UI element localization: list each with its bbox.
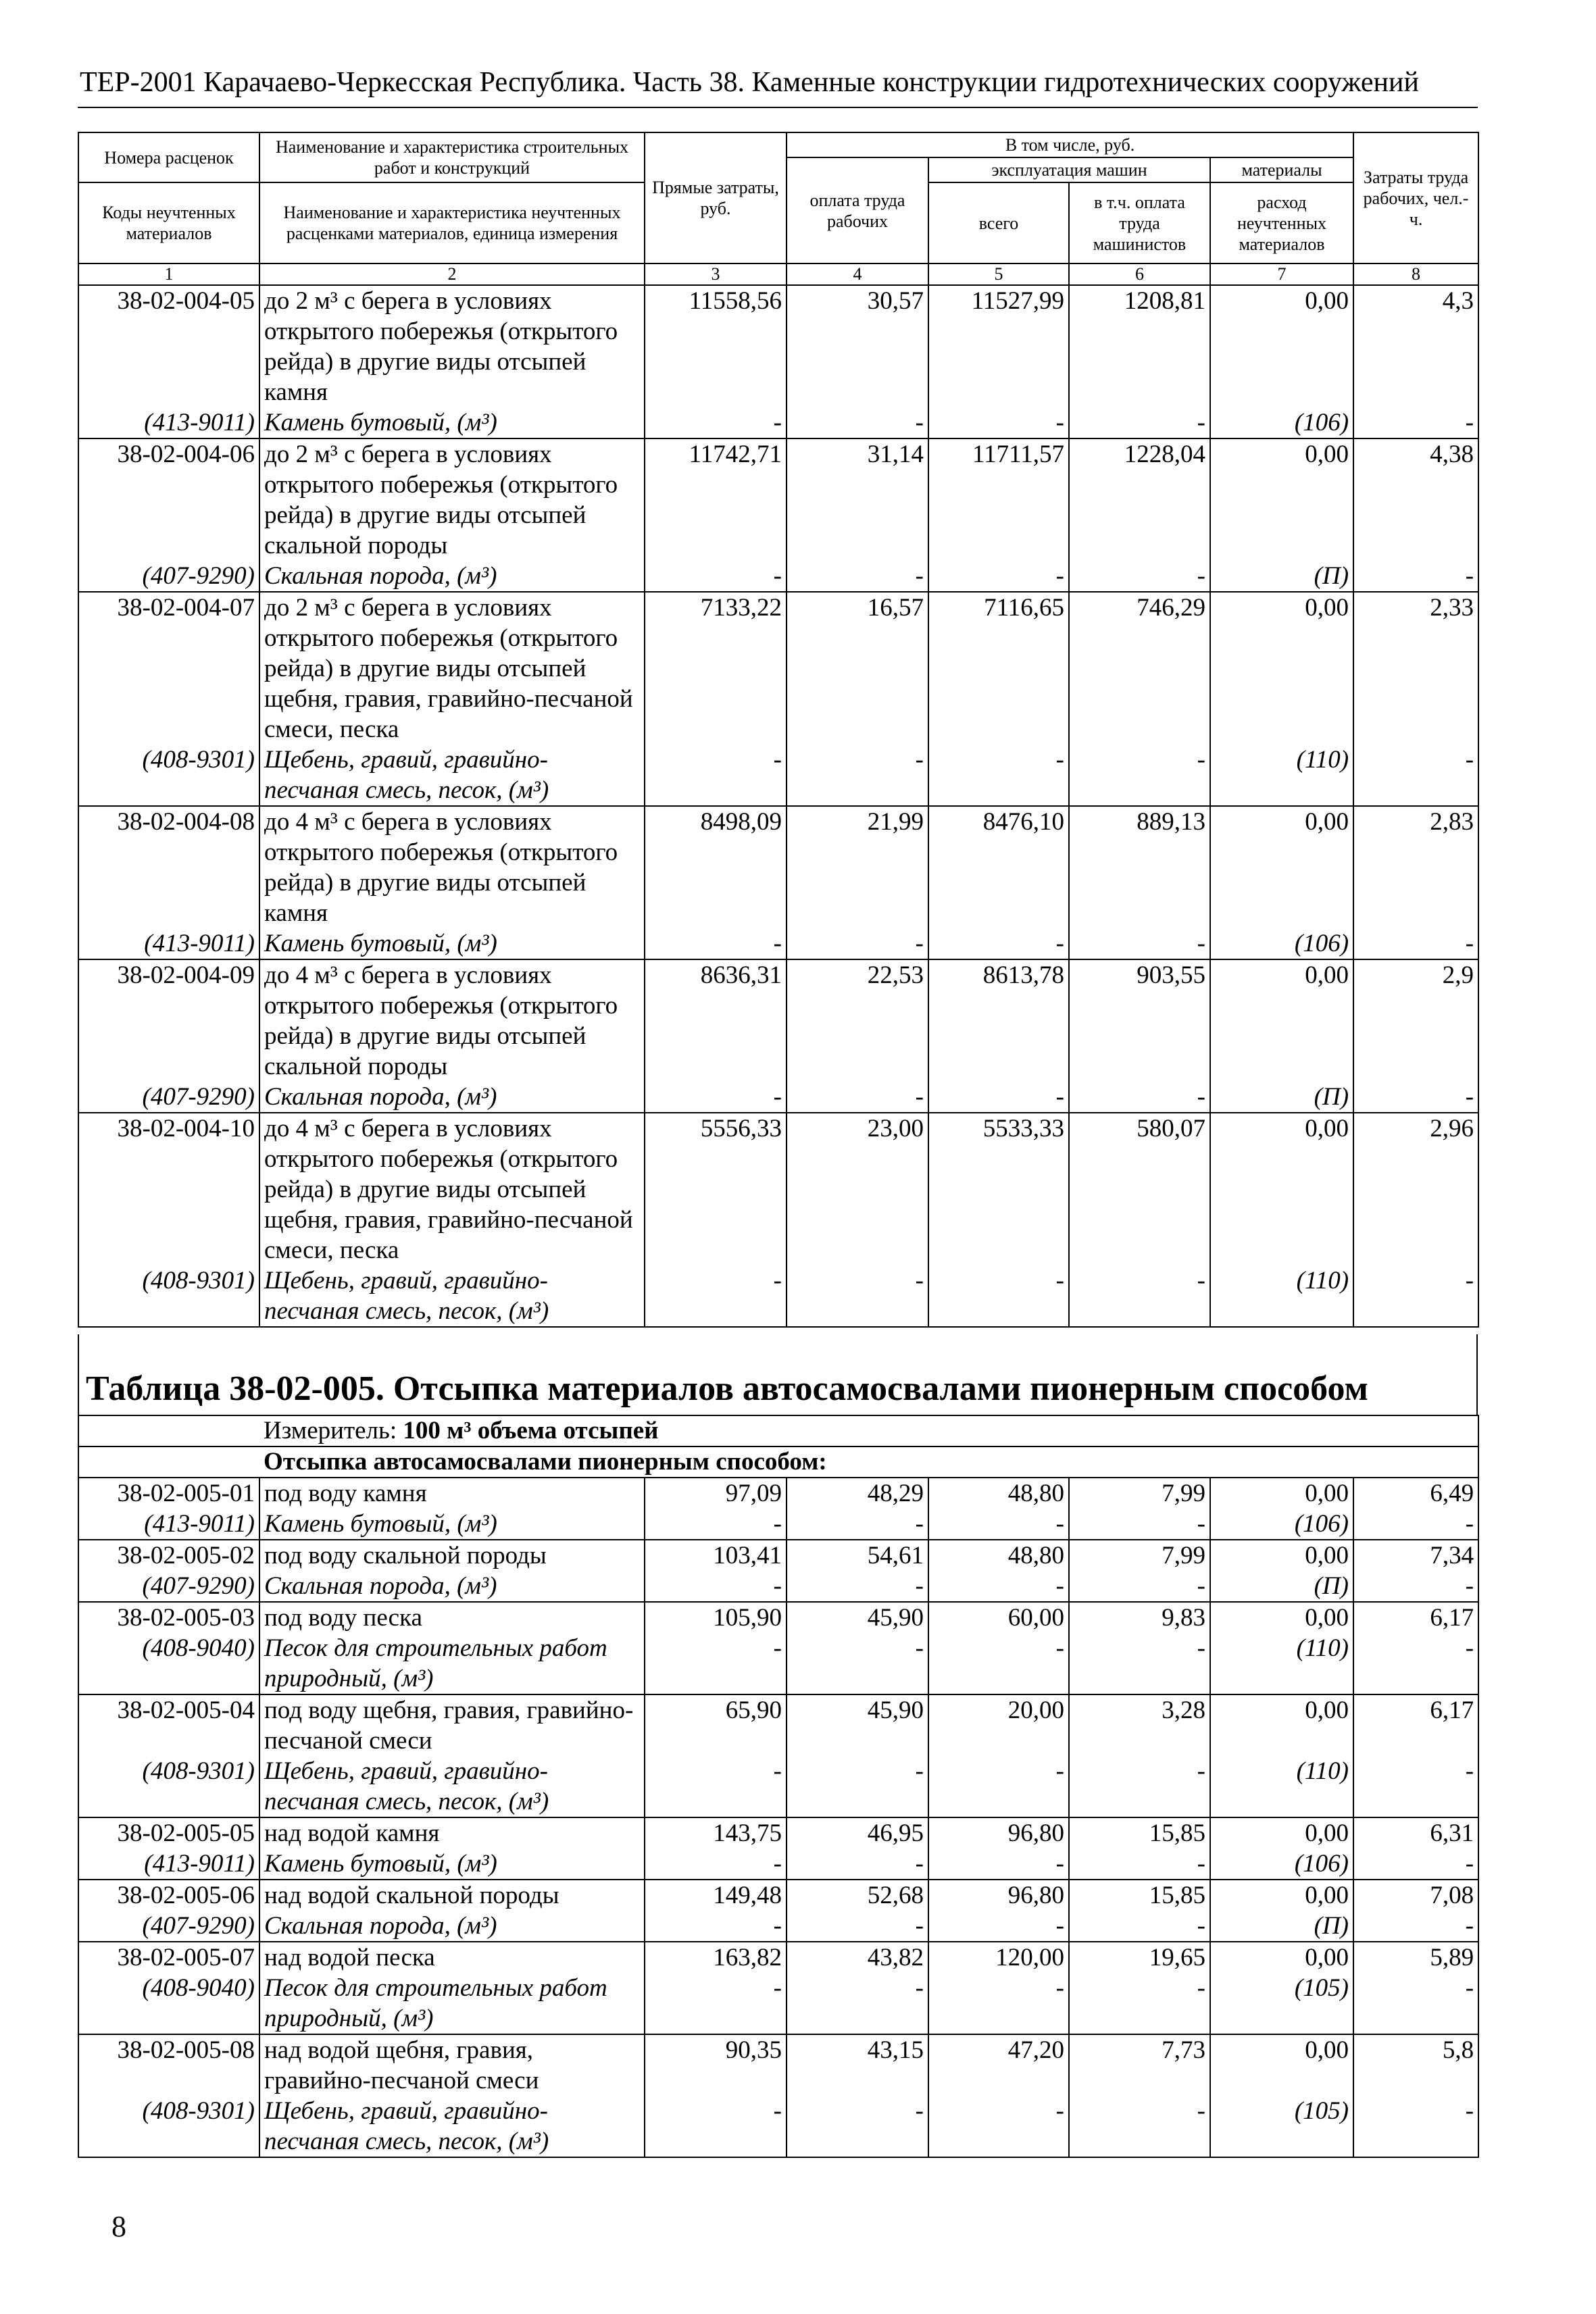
- dash: -: [787, 2096, 928, 2157]
- materials-cost: 0,00: [1210, 806, 1353, 928]
- rate-row: [78, 959, 1478, 1082]
- labor-pay: 30,57: [787, 285, 928, 407]
- dash: -: [787, 1973, 928, 2034]
- dash: -: [645, 1571, 787, 1602]
- rate-code: 38-02-005-04: [78, 1694, 259, 1756]
- dash: -: [645, 561, 787, 592]
- dash: -: [928, 2096, 1069, 2157]
- dash: -: [1353, 1265, 1478, 1327]
- col-num: 3: [645, 263, 787, 285]
- rate-description: под воду скальной породы: [259, 1540, 645, 1571]
- dash: -: [928, 1756, 1069, 1817]
- material-row: [78, 928, 1478, 959]
- rate-code: 38-02-005-08: [78, 2034, 259, 2096]
- machines-total: 5533,33: [928, 1113, 1069, 1265]
- material-quantity: (П): [1210, 1571, 1353, 1602]
- machines-total: 60,00: [928, 1602, 1069, 1633]
- labor-hours: 2,96: [1353, 1113, 1478, 1265]
- rate-description: до 2 м³ с берега в условиях открытого побережья (открытого рейда) в другие виды отсыпей камня: [259, 285, 645, 407]
- materials-cost: 0,00: [1210, 1694, 1353, 1756]
- dash: -: [928, 1973, 1069, 2034]
- rate-description: под воду щебня, гравия, гравийно-песчаной смеси: [259, 1694, 645, 1756]
- dash: -: [787, 1633, 928, 1694]
- dash: -: [928, 407, 1069, 438]
- table-section-title: [78, 1363, 1478, 1415]
- materials-cost: 0,00: [1210, 1113, 1353, 1265]
- dash: -: [645, 1756, 787, 1817]
- col-num: 8: [1353, 263, 1478, 285]
- col-labor-pay-header: оплата труда рабочих: [787, 157, 928, 263]
- col-machines-header: эксплуатация машин: [928, 157, 1210, 182]
- dash: -: [928, 1911, 1069, 1942]
- col-num: 4: [787, 263, 928, 285]
- material-code: (407-9290): [78, 1082, 259, 1113]
- direct-cost: 5556,33: [645, 1113, 787, 1265]
- dash: -: [787, 1509, 928, 1540]
- rate-code: 38-02-004-06: [78, 438, 259, 561]
- material-row: [78, 745, 1478, 806]
- rate-code: 38-02-004-07: [78, 592, 259, 745]
- material-quantity: (П): [1210, 1082, 1353, 1113]
- dash: -: [928, 1082, 1069, 1113]
- material-quantity: (110): [1210, 1633, 1353, 1694]
- dash: -: [787, 928, 928, 959]
- machines-total: 48,80: [928, 1478, 1069, 1509]
- rate-row: [78, 1694, 1478, 1756]
- material-quantity: (105): [1210, 2096, 1353, 2157]
- rate-code: 38-02-004-09: [78, 959, 259, 1082]
- direct-cost: 8498,09: [645, 806, 787, 928]
- machines-total: 47,20: [928, 2034, 1069, 2096]
- material-code: (413-9011): [78, 407, 259, 438]
- materials-cost: 0,00: [1210, 1880, 1353, 1911]
- labor-pay: 31,14: [787, 438, 928, 561]
- labor-pay: 21,99: [787, 806, 928, 928]
- labor-pay: 46,95: [787, 1817, 928, 1848]
- machinists-pay: 7,99: [1069, 1478, 1210, 1509]
- direct-cost: 11558,56: [645, 285, 787, 407]
- labor-pay: 43,15: [787, 2034, 928, 2096]
- machines-total: 8613,78: [928, 959, 1069, 1082]
- direct-cost: 65,90: [645, 1694, 787, 1756]
- dash: -: [1353, 1571, 1478, 1602]
- dash: -: [928, 1265, 1069, 1327]
- dash: -: [1069, 1911, 1210, 1942]
- materials-cost: 0,00: [1210, 2034, 1353, 2096]
- machinists-pay: 1228,04: [1069, 438, 1210, 561]
- labor-pay: 48,29: [787, 1478, 928, 1509]
- rate-code: 38-02-005-05: [78, 1817, 259, 1848]
- dash: -: [645, 1911, 787, 1942]
- dash: -: [1069, 1265, 1210, 1327]
- material-row: [78, 1082, 1478, 1113]
- material-row: [78, 2096, 1478, 2157]
- rate-row: [78, 285, 1478, 407]
- direct-cost: 105,90: [645, 1602, 787, 1633]
- dash: -: [645, 1973, 787, 2034]
- material-code: (408-9040): [78, 1633, 259, 1694]
- direct-cost: 97,09: [645, 1478, 787, 1509]
- direct-cost: 163,82: [645, 1942, 787, 1973]
- dash: -: [1069, 407, 1210, 438]
- rate-row: [78, 1817, 1478, 1848]
- dash: -: [645, 2096, 787, 2157]
- header-rule: [78, 107, 1478, 108]
- machines-total: 120,00: [928, 1942, 1069, 1973]
- rates-table-38-02-005: [78, 1415, 1479, 2158]
- dash: -: [1069, 745, 1210, 806]
- machines-total: 48,80: [928, 1540, 1069, 1571]
- dash: -: [1069, 1848, 1210, 1880]
- material-row: [78, 407, 1478, 438]
- material-quantity: (110): [1210, 1756, 1353, 1817]
- material-quantity: (110): [1210, 1265, 1353, 1327]
- machines-total: 11711,57: [928, 438, 1069, 561]
- materials-cost: 0,00: [1210, 959, 1353, 1082]
- material-code: (407-9290): [78, 1911, 259, 1942]
- dash: -: [1069, 2096, 1210, 2157]
- labor-pay: 45,90: [787, 1694, 928, 1756]
- dash: -: [787, 1265, 928, 1327]
- dash: -: [1353, 1973, 1478, 2034]
- material-code: (413-9011): [78, 928, 259, 959]
- dash: -: [1069, 1571, 1210, 1602]
- rate-code: 38-02-005-03: [78, 1602, 259, 1633]
- materials-cost: 0,00: [1210, 285, 1353, 407]
- rate-description: под воду песка: [259, 1602, 645, 1633]
- material-name: Скальная порода, (м³): [259, 1571, 645, 1602]
- material-name: Щебень, гравий, гравийно-песчаная смесь, песок, (м³): [259, 1265, 645, 1327]
- material-quantity: (106): [1210, 1848, 1353, 1880]
- machines-total: 8476,10: [928, 806, 1069, 928]
- labor-hours: 7,08: [1353, 1880, 1478, 1911]
- material-row: [78, 1848, 1478, 1880]
- col-mach-total-header: всего: [928, 182, 1069, 263]
- rate-description: над водой скальной породы: [259, 1880, 645, 1911]
- material-row: [78, 1973, 1478, 2034]
- col-num: 6: [1069, 263, 1210, 285]
- dash: -: [928, 745, 1069, 806]
- material-code: (408-9301): [78, 1756, 259, 1817]
- dash: -: [928, 1633, 1069, 1694]
- col-labor-cost-header: Затраты труда рабочих, чел.-ч.: [1353, 132, 1478, 263]
- material-quantity: (П): [1210, 561, 1353, 592]
- material-name: Песок для строительных работ природный, (м³): [259, 1633, 645, 1694]
- rate-code: 38-02-004-10: [78, 1113, 259, 1265]
- direct-cost: 90,35: [645, 2034, 787, 2096]
- direct-cost: 11742,71: [645, 438, 787, 561]
- dash: -: [928, 1571, 1069, 1602]
- dash: -: [928, 928, 1069, 959]
- material-quantity: (106): [1210, 1509, 1353, 1540]
- page-number: 8: [111, 2210, 126, 2243]
- dash: -: [1353, 1082, 1478, 1113]
- rates-table-38-02-004: [78, 132, 1479, 1328]
- machines-total: 96,80: [928, 1817, 1069, 1848]
- dash: -: [1353, 407, 1478, 438]
- dash: -: [645, 1633, 787, 1694]
- rate-description: над водой камня: [259, 1817, 645, 1848]
- material-name: Щебень, гравий, гравийно-песчаная смесь, песок, (м³): [259, 1756, 645, 1817]
- page-header: ТЕР-2001 Карачаево-Черкесская Республика. Часть 38. Каменные конструкции гидротехнических сооружений: [80, 67, 1419, 98]
- col-name-top-header: Наименование и характеристика строительных работ и конструкций: [259, 132, 645, 182]
- measure-label: Измеритель:: [264, 1417, 403, 1444]
- dash: -: [1069, 928, 1210, 959]
- materials-cost: 0,00: [1210, 438, 1353, 561]
- material-row: [78, 1633, 1478, 1694]
- material-code: (407-9290): [78, 1571, 259, 1602]
- material-quantity: (110): [1210, 745, 1353, 806]
- dash: -: [1069, 1756, 1210, 1817]
- material-row: [78, 1509, 1478, 1540]
- rate-row: [78, 1942, 1478, 1973]
- labor-pay: 43,82: [787, 1942, 928, 1973]
- col-mach-pay-header: в т.ч. оплата труда машинистов: [1069, 182, 1210, 263]
- machinists-pay: 1208,81: [1069, 285, 1210, 407]
- rate-row: [78, 1478, 1478, 1509]
- dash: -: [1353, 561, 1478, 592]
- labor-hours: 2,83: [1353, 806, 1478, 928]
- rate-code: 38-02-005-01: [78, 1478, 259, 1509]
- rate-row: [78, 1540, 1478, 1571]
- rate-row: [78, 1880, 1478, 1911]
- materials-cost: 0,00: [1210, 1540, 1353, 1571]
- machinists-pay: 889,13: [1069, 806, 1210, 928]
- labor-pay: 22,53: [787, 959, 928, 1082]
- material-code: (408-9301): [78, 2096, 259, 2157]
- labor-pay: 16,57: [787, 592, 928, 745]
- col-name-bottom-header: Наименование и характеристика неучтенных расценками материалов, единица измерения: [259, 182, 645, 263]
- dash: -: [1353, 1911, 1478, 1942]
- labor-pay: 54,61: [787, 1540, 928, 1571]
- rate-code: 38-02-004-08: [78, 806, 259, 928]
- dash: -: [1353, 2096, 1478, 2157]
- material-code: (413-9011): [78, 1509, 259, 1540]
- material-name: Щебень, гравий, гравийно-песчаная смесь, песок, (м³): [259, 2096, 645, 2157]
- dash: -: [1353, 928, 1478, 959]
- dash: -: [645, 1509, 787, 1540]
- rate-description: над водой щебня, гравия, гравийно-песчаной смеси: [259, 2034, 645, 2096]
- material-quantity: (106): [1210, 928, 1353, 959]
- rate-code: 38-02-005-07: [78, 1942, 259, 1973]
- rate-description: до 4 м³ с берега в условиях открытого побережья (открытого рейда) в другие виды отсыпей щебня, гравия, гравийно-песчаной смеси, песка: [259, 1113, 645, 1265]
- labor-hours: 4,38: [1353, 438, 1478, 561]
- dash: -: [1069, 1633, 1210, 1694]
- direct-cost: 143,75: [645, 1817, 787, 1848]
- direct-cost: 103,41: [645, 1540, 787, 1571]
- machinists-pay: 19,65: [1069, 1942, 1210, 1973]
- material-row: [78, 1571, 1478, 1602]
- machines-total: 20,00: [928, 1694, 1069, 1756]
- machines-total: 11527,99: [928, 285, 1069, 407]
- rate-row: [78, 1113, 1478, 1265]
- rate-row: [78, 438, 1478, 561]
- dash: -: [928, 1509, 1069, 1540]
- material-row: [78, 1911, 1478, 1942]
- col-materials-use-header: расход неучтенных материалов: [1210, 182, 1353, 263]
- col-incl-header: В том числе, руб.: [787, 132, 1353, 157]
- dash: -: [1353, 1848, 1478, 1880]
- rate-row: [78, 592, 1478, 745]
- rate-row: [78, 1602, 1478, 1633]
- direct-cost: 8636,31: [645, 959, 787, 1082]
- materials-cost: 0,00: [1210, 1478, 1353, 1509]
- dash: -: [1069, 1082, 1210, 1113]
- machinists-pay: 903,55: [1069, 959, 1210, 1082]
- material-quantity: (П): [1210, 1911, 1353, 1942]
- machinists-pay: 3,28: [1069, 1694, 1210, 1756]
- material-name: Камень бутовый, (м³): [259, 1848, 645, 1880]
- machines-total: 96,80: [928, 1880, 1069, 1911]
- material-quantity: (105): [1210, 1973, 1353, 2034]
- labor-hours: 5,8: [1353, 2034, 1478, 2096]
- rate-row: [78, 806, 1478, 928]
- dash: -: [645, 928, 787, 959]
- direct-cost: 7133,22: [645, 592, 787, 745]
- materials-cost: 0,00: [1210, 592, 1353, 745]
- material-code: (408-9040): [78, 1973, 259, 2034]
- dash: -: [1353, 1633, 1478, 1694]
- dash: -: [787, 407, 928, 438]
- rate-description: до 2 м³ с берега в условиях открытого побережья (открытого рейда) в другие виды отсыпей скальной породы: [259, 438, 645, 561]
- materials-cost: 0,00: [1210, 1942, 1353, 1973]
- dash: -: [645, 1848, 787, 1880]
- labor-hours: 7,34: [1353, 1540, 1478, 1571]
- dash: -: [787, 561, 928, 592]
- material-name: Камень бутовый, (м³): [259, 928, 645, 959]
- rate-row: [78, 2034, 1478, 2096]
- machines-total: 7116,65: [928, 592, 1069, 745]
- material-name: Камень бутовый, (м³): [259, 407, 645, 438]
- machinists-pay: 15,85: [1069, 1880, 1210, 1911]
- material-row: [78, 1265, 1478, 1327]
- materials-cost: 0,00: [1210, 1817, 1353, 1848]
- labor-hours: 6,17: [1353, 1694, 1478, 1756]
- dash: -: [1353, 1509, 1478, 1540]
- material-row: [78, 1756, 1478, 1817]
- machinists-pay: 7,73: [1069, 2034, 1210, 2096]
- dash: -: [1353, 745, 1478, 806]
- dash: -: [787, 1911, 928, 1942]
- rate-description: до 2 м³ с берега в условиях открытого побережья (открытого рейда) в другие виды отсыпей щебня, гравия, гравийно-песчаной смеси, песка: [259, 592, 645, 745]
- section-subtitle: Отсыпка автосамосвалами пионерным способом:: [259, 1447, 1478, 1478]
- labor-pay: 23,00: [787, 1113, 928, 1265]
- material-row: [78, 561, 1478, 592]
- dash: -: [1069, 1973, 1210, 2034]
- labor-hours: 5,89: [1353, 1942, 1478, 1973]
- col-codes-bottom-header: Коды неучтенных материалов: [78, 182, 259, 263]
- dash: -: [645, 745, 787, 806]
- labor-hours: 6,49: [1353, 1478, 1478, 1509]
- labor-hours: 4,3: [1353, 285, 1478, 407]
- labor-hours: 2,9: [1353, 959, 1478, 1082]
- material-code: (408-9301): [78, 1265, 259, 1327]
- col-codes-top-header: Номера расценок: [78, 132, 259, 182]
- dash: -: [645, 407, 787, 438]
- rate-description: над водой песка: [259, 1942, 645, 1973]
- col-direct-header: Прямые затраты, руб.: [645, 132, 787, 263]
- dash: -: [928, 561, 1069, 592]
- measure-line: [259, 1415, 1478, 1447]
- dash: -: [1069, 1509, 1210, 1540]
- labor-hours: 2,33: [1353, 592, 1478, 745]
- material-name: Камень бутовый, (м³): [259, 1509, 645, 1540]
- dash: -: [787, 1571, 928, 1602]
- rate-description: под воду камня: [259, 1478, 645, 1509]
- material-code: (413-9011): [78, 1848, 259, 1880]
- machinists-pay: 746,29: [1069, 592, 1210, 745]
- machinists-pay: 9,83: [1069, 1602, 1210, 1633]
- material-name: Скальная порода, (м³): [259, 1911, 645, 1942]
- col-num: 5: [928, 263, 1069, 285]
- dash: -: [1353, 1756, 1478, 1817]
- dash: -: [787, 1082, 928, 1113]
- material-name: Щебень, гравий, гравийно-песчаная смесь, песок, (м³): [259, 745, 645, 806]
- dash: -: [645, 1265, 787, 1327]
- dash: -: [787, 1756, 928, 1817]
- rate-code: 38-02-004-05: [78, 285, 259, 407]
- material-code: (408-9301): [78, 745, 259, 806]
- rate-description: до 4 м³ с берега в условиях открытого побережья (открытого рейда) в другие виды отсыпей камня: [259, 806, 645, 928]
- machinists-pay: 15,85: [1069, 1817, 1210, 1848]
- dash: -: [787, 745, 928, 806]
- labor-hours: 6,17: [1353, 1602, 1478, 1633]
- rate-code: 38-02-005-02: [78, 1540, 259, 1571]
- dash: -: [787, 1848, 928, 1880]
- material-name: Скальная порода, (м³): [259, 561, 645, 592]
- col-num: 7: [1210, 263, 1353, 285]
- direct-cost: 149,48: [645, 1880, 787, 1911]
- machinists-pay: 580,07: [1069, 1113, 1210, 1265]
- material-name: Песок для строительных работ природный, (м³): [259, 1973, 645, 2034]
- dash: -: [1069, 561, 1210, 592]
- dash: -: [645, 1082, 787, 1113]
- material-name: Скальная порода, (м³): [259, 1082, 645, 1113]
- materials-cost: 0,00: [1210, 1602, 1353, 1633]
- dash: -: [928, 1848, 1069, 1880]
- material-quantity: (106): [1210, 407, 1353, 438]
- table-title: Таблица 38-02-005. Отсыпка материалов автосамосвалами пионерным способом: [86, 1369, 1368, 1408]
- labor-pay: 52,68: [787, 1880, 928, 1911]
- col-num: 2: [259, 263, 645, 285]
- rate-code: 38-02-005-06: [78, 1880, 259, 1911]
- labor-hours: 6,31: [1353, 1817, 1478, 1848]
- labor-pay: 45,90: [787, 1602, 928, 1633]
- material-code: (407-9290): [78, 561, 259, 592]
- measure-value: 100 м³ объема отсыпей: [403, 1417, 659, 1444]
- rate-description: до 4 м³ с берега в условиях открытого побережья (открытого рейда) в другие виды отсыпей скальной породы: [259, 959, 645, 1082]
- col-materials-header: материалы: [1210, 157, 1353, 182]
- machinists-pay: 7,99: [1069, 1540, 1210, 1571]
- col-num: 1: [78, 263, 259, 285]
